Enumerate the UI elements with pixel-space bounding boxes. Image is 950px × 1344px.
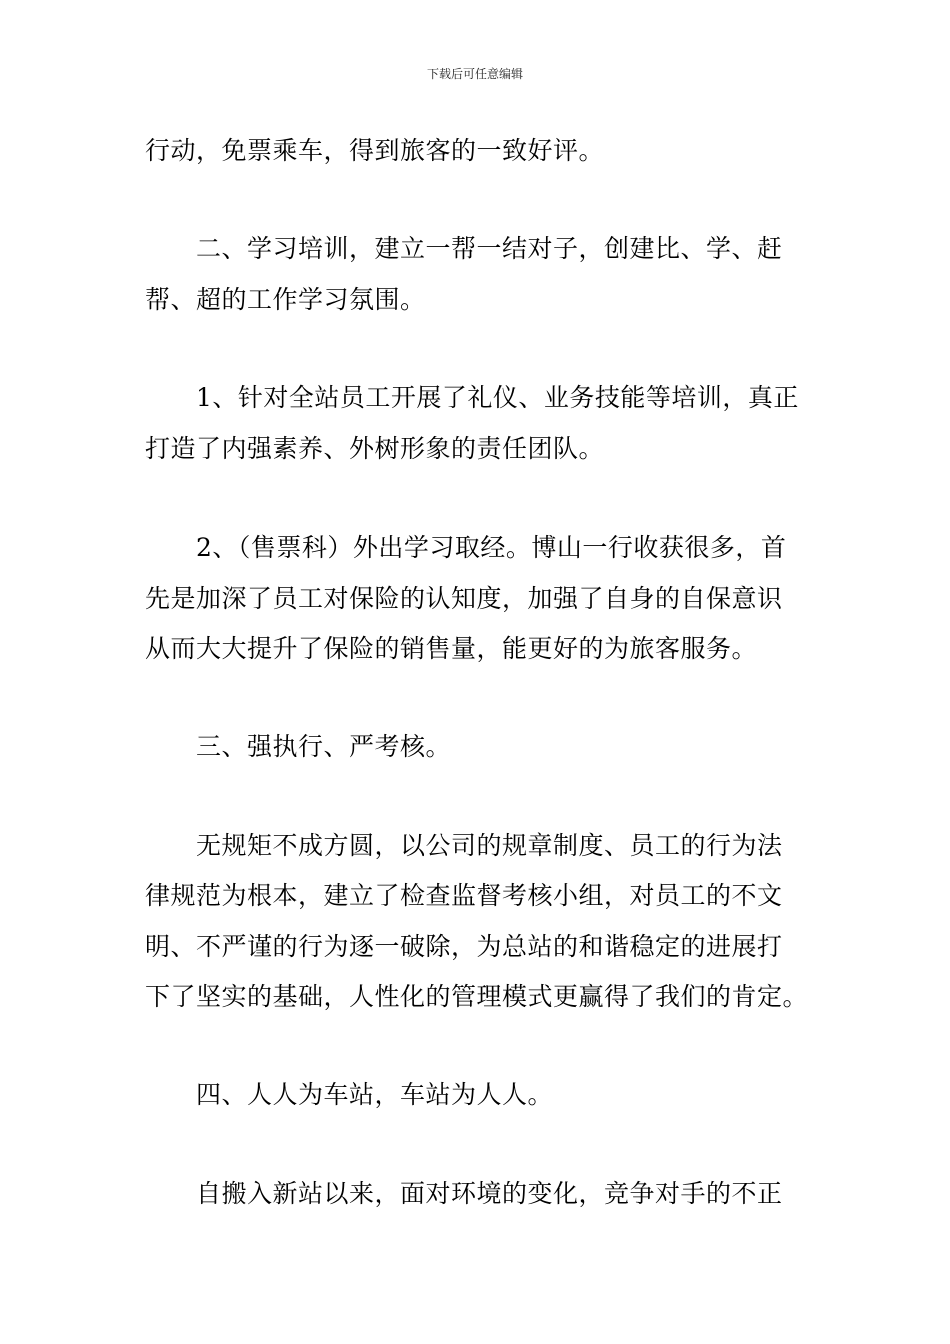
body-line: 帮、超的工作学习氛围。 [145,285,426,314]
body-line: 无规矩不成方圆，以公司的规章制度、员工的行为法 [196,831,783,860]
header-note: 下载后可任意编辑 [426,67,523,81]
body-line: 打造了内强素养、外树形象的责任团队。 [145,434,605,463]
body-line: 律规范为根本，建立了检查监督考核小组，对员工的不文 [145,881,783,910]
body-line: 明、不严谨的行为逐一破除，为总站的和谐稳定的进展打 [145,932,783,961]
body-line: 自搬入新站以来，面对环境的变化，竞争对手的不正 [196,1179,783,1208]
body-line: 从而大大提升了保险的销售量，能更好的为旅客服务。 [145,634,758,663]
body-line: 下了坚实的基础，人性化的管理模式更赢得了我们的肯定。 [145,982,809,1011]
body-line: 行动，免票乘车，得到旅客的一致好评。 [145,136,605,165]
section-heading: 四、人人为车站，车站为人人。 [196,1080,554,1109]
body-line: 先是加深了员工对保险的认知度，加强了自身的自保意识 [145,584,783,613]
section-heading: 三、强执行、严考核。 [196,732,452,761]
list-item: 1、针对全站员工开展了礼仪、业务技能等培训，真正 [196,383,799,412]
section-heading: 二、学习培训，建立一帮一结对子，创建比、学、赶 [196,234,783,263]
list-item: 2、（售票科）外出学习取经。博山一行收获很多，首 [196,533,787,562]
